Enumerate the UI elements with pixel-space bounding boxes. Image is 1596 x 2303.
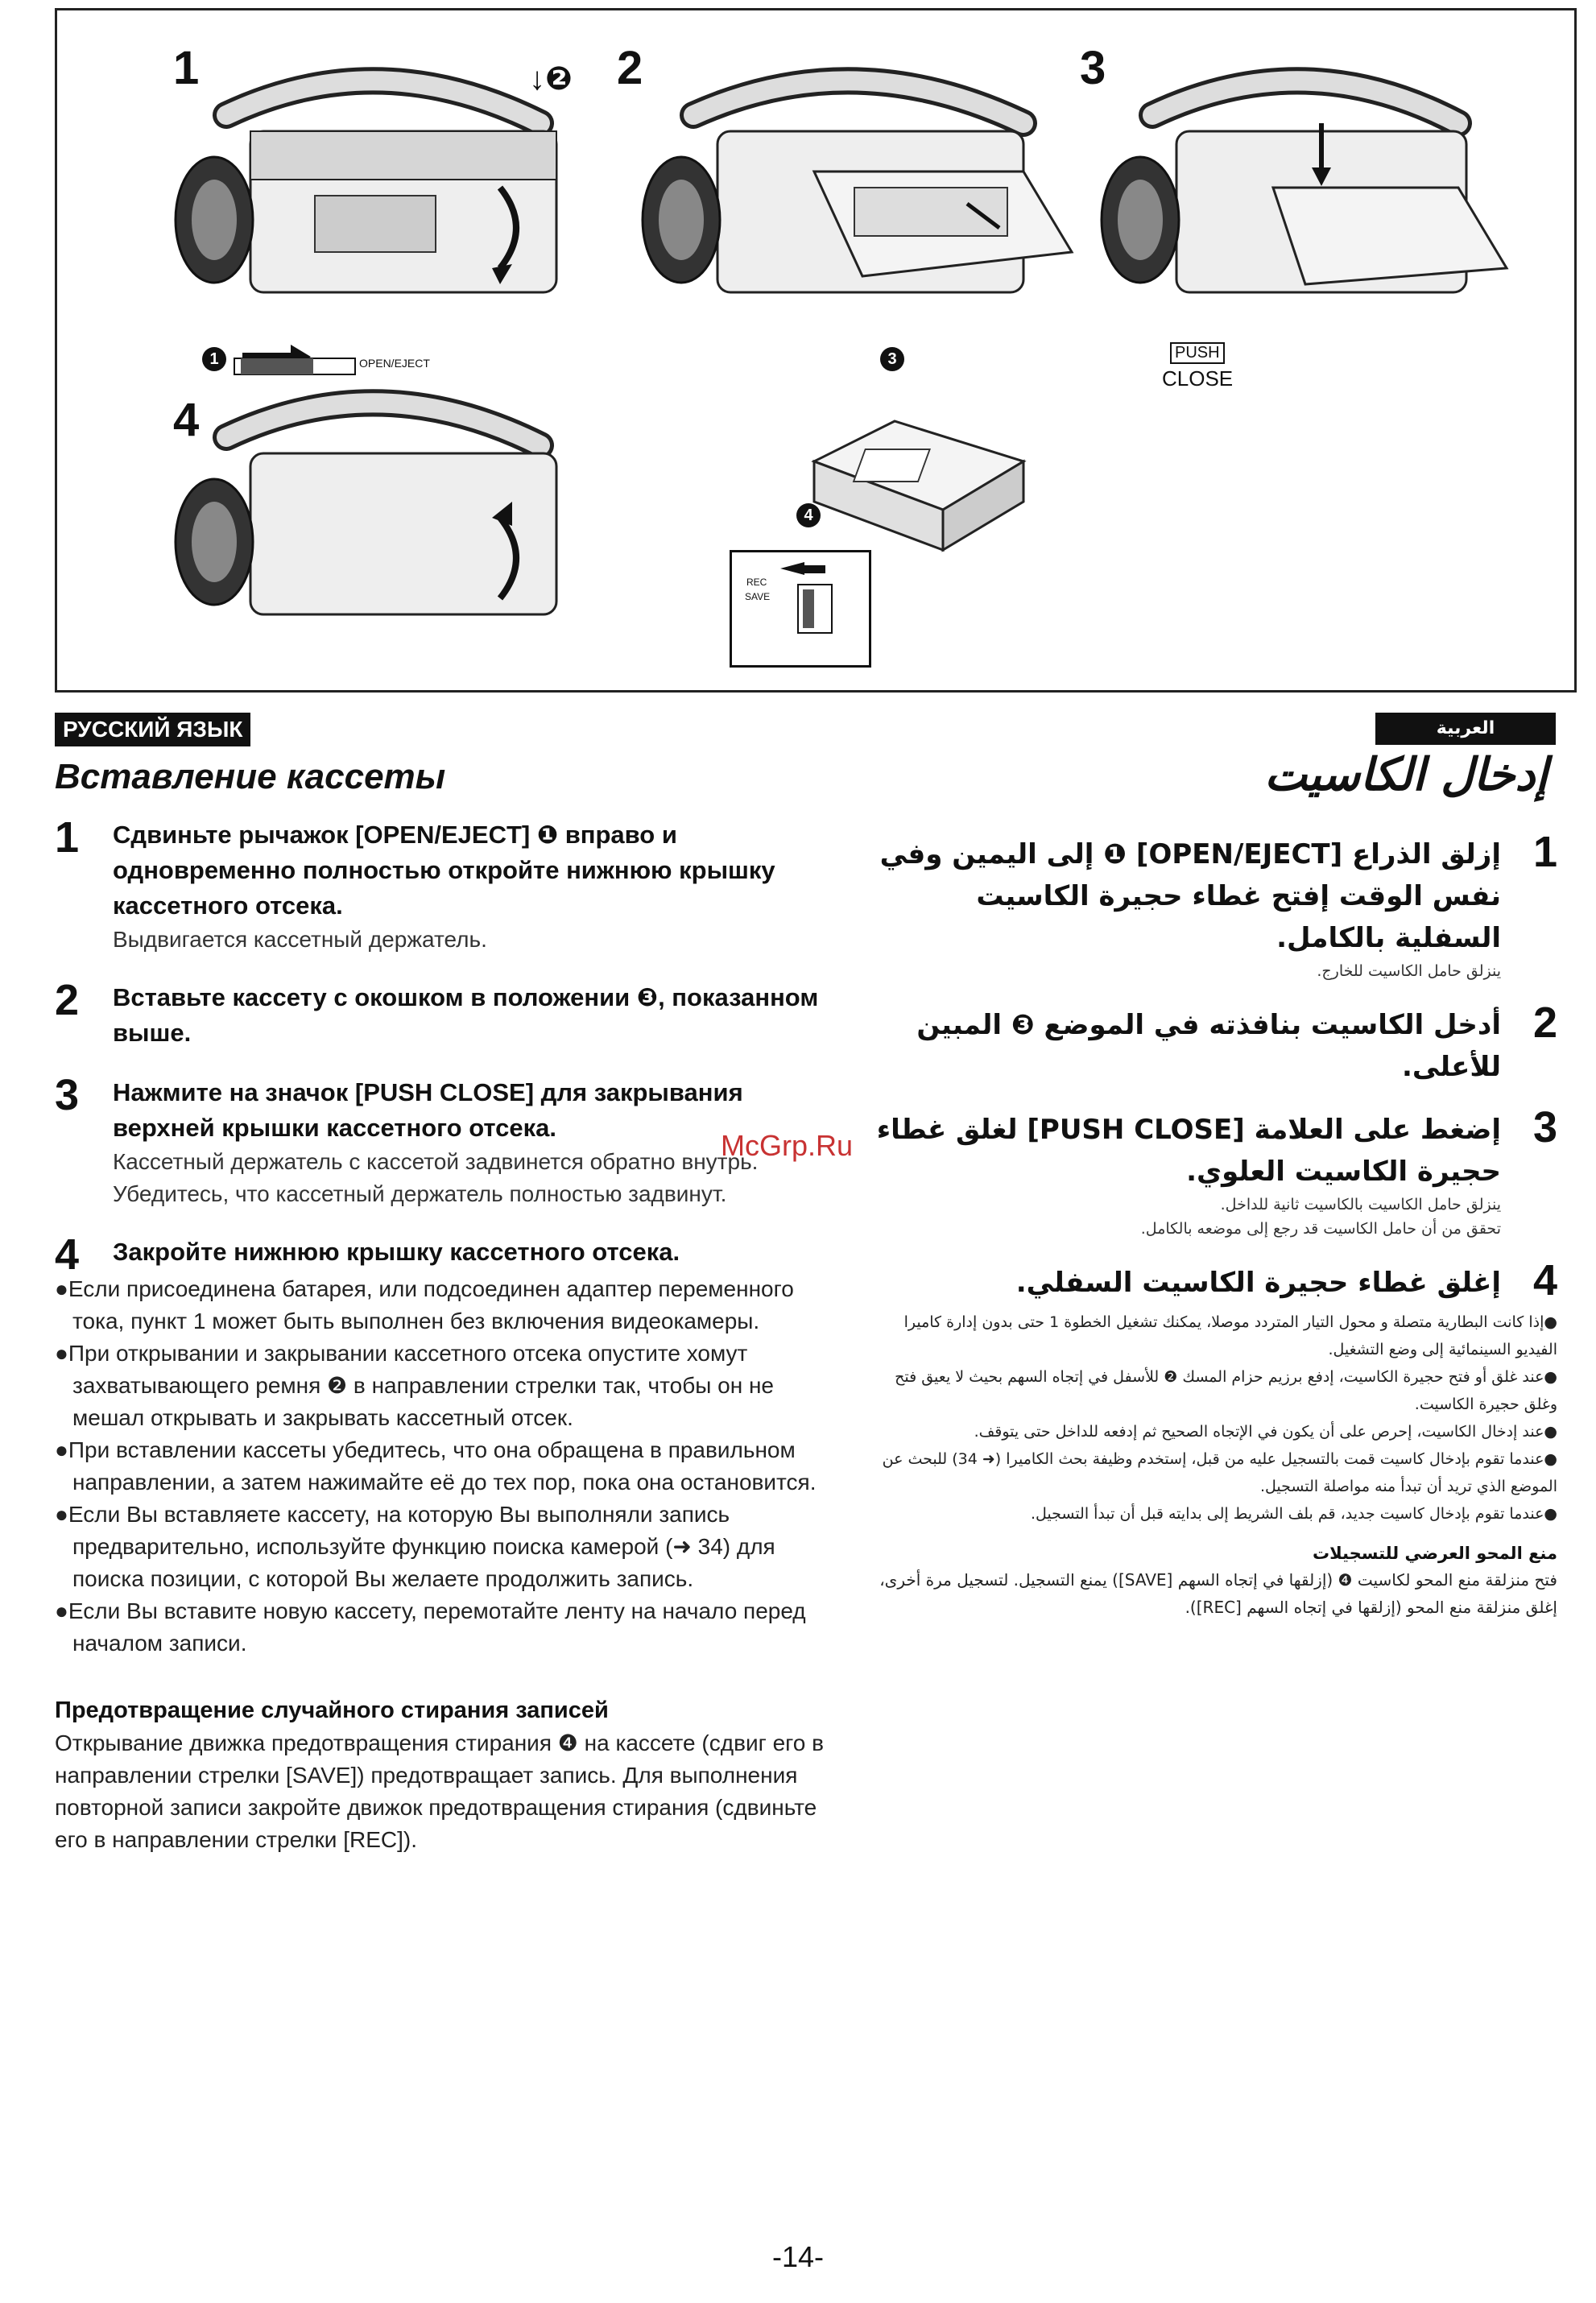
arabic-step-2 bbox=[865, 999, 1557, 1088]
step-text: Нажмите на значок [PUSH CLOSE] для закрывания верхней крышки кассетного отсека. bbox=[113, 1078, 743, 1142]
russian-notes-list bbox=[55, 1273, 828, 1660]
camcorder-step-1-illustration bbox=[154, 67, 605, 341]
open-eject-marker-1 bbox=[202, 347, 226, 371]
step-number: 1 bbox=[55, 813, 80, 862]
russian-instructions bbox=[55, 813, 828, 1856]
list-item: ●При вставлении кассеты убедитесь, что она обращена в правильном направлении, а затем нажимайте её до тех пор, пока она остановится. bbox=[55, 1437, 817, 1495]
step-text: إضغط على العلامة [PUSH CLOSE] لغلق غطاء حجيرة الكاسيت العلوي. bbox=[876, 1114, 1501, 1188]
marker-1-circle: 1 bbox=[202, 347, 226, 371]
russian-language-badge: РУССКИЙ ЯЗЫК bbox=[55, 713, 250, 746]
camcorder-step-2-illustration bbox=[621, 67, 1104, 357]
step-note-2: Убедитесь, что кассетный держатель полностью задвинут. bbox=[113, 1181, 727, 1206]
save-tab-label: SAVE bbox=[745, 591, 771, 602]
open-eject-label: OPEN/EJECT bbox=[359, 357, 430, 370]
step-number: 4 bbox=[55, 1230, 80, 1279]
step-number: 2 bbox=[1532, 999, 1557, 1047]
list-item: ●Если присоединена батарея, или подсоединен адаптер переменного тока, пункт 1 может быть выполнен без включения видеокамеры. bbox=[55, 1276, 794, 1333]
arabic-step-3 bbox=[865, 1103, 1557, 1241]
russian-step-2 bbox=[55, 976, 828, 1051]
section-text: Открывание движка предотвращения стирания ❹ на кассете (сдвиг его в направлении стрелки [SAVE]) предотвращает запись. Для выполнения повторной записи закройте движок предотвращения стирания (сдвиньте его в направлении стрелки [REC]). bbox=[55, 1730, 824, 1852]
section-heading: منع المحو العرضي للتسجيلات bbox=[1312, 1544, 1557, 1563]
arabic-instructions bbox=[865, 828, 1557, 1621]
figure-step-1-number: 1 bbox=[173, 42, 200, 94]
figure-step-3-number: 3 bbox=[1080, 42, 1106, 94]
watermark: McGrp.Ru bbox=[721, 1129, 854, 1162]
russian-erase-prevention-section bbox=[55, 1693, 828, 1856]
step-text: أدخل الكاسيت بنافذته في الموضع ❸ المبين للأعلى. bbox=[916, 1009, 1501, 1083]
step-number: 3 bbox=[55, 1071, 80, 1119]
step-note: ينزلق حامل الكاسيت للخارج. bbox=[1317, 962, 1501, 980]
arabic-step-1 bbox=[865, 828, 1557, 983]
window-position-marker bbox=[880, 347, 904, 371]
erase-tab-marker bbox=[796, 503, 821, 527]
russian-page-title: Вставление кассеты bbox=[55, 757, 446, 796]
list-item: ●Если Вы вставляете кассету, на которую Вы выполняли запись предварительно, используйте функцию поиска камерой (➜ 34) для поиска позиции, с которой Вы желаете продолжить запись. bbox=[55, 1502, 775, 1591]
list-item: ●عند إدخال الكاسيت، إحرص على أن يكون في الإتجاه الصحيح ثم إدفعه للداخل حتى يتوقف. bbox=[974, 1423, 1557, 1441]
erase-tab-closeup bbox=[730, 550, 871, 668]
open-eject-switch-icon bbox=[233, 355, 362, 379]
strap-arrow-label: ↓❷ bbox=[529, 61, 573, 97]
section-heading: Предотвращение случайного стирания записей bbox=[55, 1697, 609, 1723]
close-label: CLOSE bbox=[1162, 366, 1234, 391]
instruction-figure bbox=[55, 8, 1577, 693]
step-number: 4 bbox=[1532, 1256, 1557, 1304]
figure-step-4-number: 4 bbox=[173, 394, 200, 446]
russian-step-1 bbox=[55, 813, 828, 956]
list-item: ●إذا كانت البطارية متصلة و محول التيار المتردد موصلا، يمكنك تشغيل الخطوة 1 حتى بدون إدارة كاميرا الفيديو السينمائية إلى وضع التشغيل. bbox=[903, 1313, 1557, 1358]
list-item: ●عندما تقوم بإدخال كاسيت جديد، قم بلف الشريط إلى بدايته قبل أن تبدأ التسجيل. bbox=[1030, 1505, 1557, 1523]
list-item: ●Если Вы вставите новую кассету, перемотайте ленту на начало перед началом записи. bbox=[55, 1598, 806, 1656]
figure-step-2-number: 2 bbox=[617, 42, 643, 94]
step-text: إزلق الذراع [OPEN/EJECT] ❶ إلى اليمين وفي نفس الوقت إفتح غطاء حجيرة الكاسيت السفلية بالكامل. bbox=[879, 838, 1501, 954]
page-number: -14- bbox=[771, 2240, 825, 2273]
step-note: ينزلق حامل الكاسيت بالكاسيت ثانية للداخل. bbox=[1220, 1196, 1501, 1214]
camcorder-step-3-illustration bbox=[1080, 67, 1531, 357]
step-number: 1 bbox=[1532, 828, 1557, 876]
russian-step-4 bbox=[55, 1230, 828, 1279]
step-text: Сдвиньте рычажок [OPEN/EJECT] ❶ вправо и одновременно полностью откройте нижнюю крышку кассетного отсека. bbox=[113, 821, 775, 920]
list-item: ●При открывании и закрывании кассетного отсека опустите хомут захватывающего ремня ❷ в направлении стрелки так, чтобы он не мешал открывать и закрывать кассетный отсек. bbox=[55, 1341, 774, 1430]
section-text: فتح منزلقة منع المحو لكاسيت ❹ (إزلقها في إتجاه السهم [SAVE]) يمنع التسجيل. لتسجيل مرة أخرى، إغلق منزلقة منع المحو (إزلقها في إتجاه السهم [REC]). bbox=[879, 1570, 1557, 1617]
step-text: إغلق غطاء حجيرة الكاسيت السفلي. bbox=[1015, 1267, 1501, 1299]
erase-tab-arrow-icon bbox=[732, 552, 869, 665]
arabic-step-4 bbox=[865, 1256, 1557, 1304]
rec-tab-label: REC bbox=[746, 577, 767, 588]
step-text: Вставьте кассету с окошком в положении ❸, показанном выше. bbox=[113, 983, 819, 1047]
arabic-language-badge: العربية bbox=[1375, 713, 1556, 745]
list-item: ●عندما تقوم بإدخال كاسيت قمت بالتسجيل عليه من قبل، إستخدم وظيفة بحث الكاميرا (➜ 34) للبحث عن الموضع الذي تريد أن تبدأ منه مواصلة التسجيل. bbox=[882, 1450, 1557, 1495]
step-text: Закройте нижнюю крышку кассетного отсека. bbox=[113, 1238, 680, 1266]
step-note: Выдвигается кассетный держатель. bbox=[113, 927, 487, 952]
step-number: 3 bbox=[1532, 1103, 1557, 1152]
step-note: Кассетный держатель с кассетой задвинется обратно внутрь. bbox=[113, 1149, 759, 1174]
push-label: PUSH bbox=[1170, 342, 1225, 364]
arabic-erase-prevention-section bbox=[865, 1540, 1557, 1621]
arabic-notes-list bbox=[865, 1309, 1557, 1528]
step-note-2: تحقق من أن حامل الكاسيت قد رجع إلى موضعه بالكامل. bbox=[1140, 1220, 1501, 1238]
russian-step-3 bbox=[55, 1071, 828, 1210]
arabic-page-title: إدخال الكاسيت bbox=[1264, 749, 1548, 801]
camcorder-step-4-illustration bbox=[154, 381, 605, 671]
step-number: 2 bbox=[55, 976, 80, 1024]
list-item: ●عند غلق أو فتح حجيرة الكاسيت، إدفع برزيم حزام المسك ❷ للأسفل في إتجاه السهم بحيث لا يعيق فتح وغلق حجيرة الكاسيت. bbox=[895, 1368, 1557, 1413]
marker-3-circle: 3 bbox=[880, 347, 904, 371]
marker-4-circle: 4 bbox=[796, 503, 821, 527]
